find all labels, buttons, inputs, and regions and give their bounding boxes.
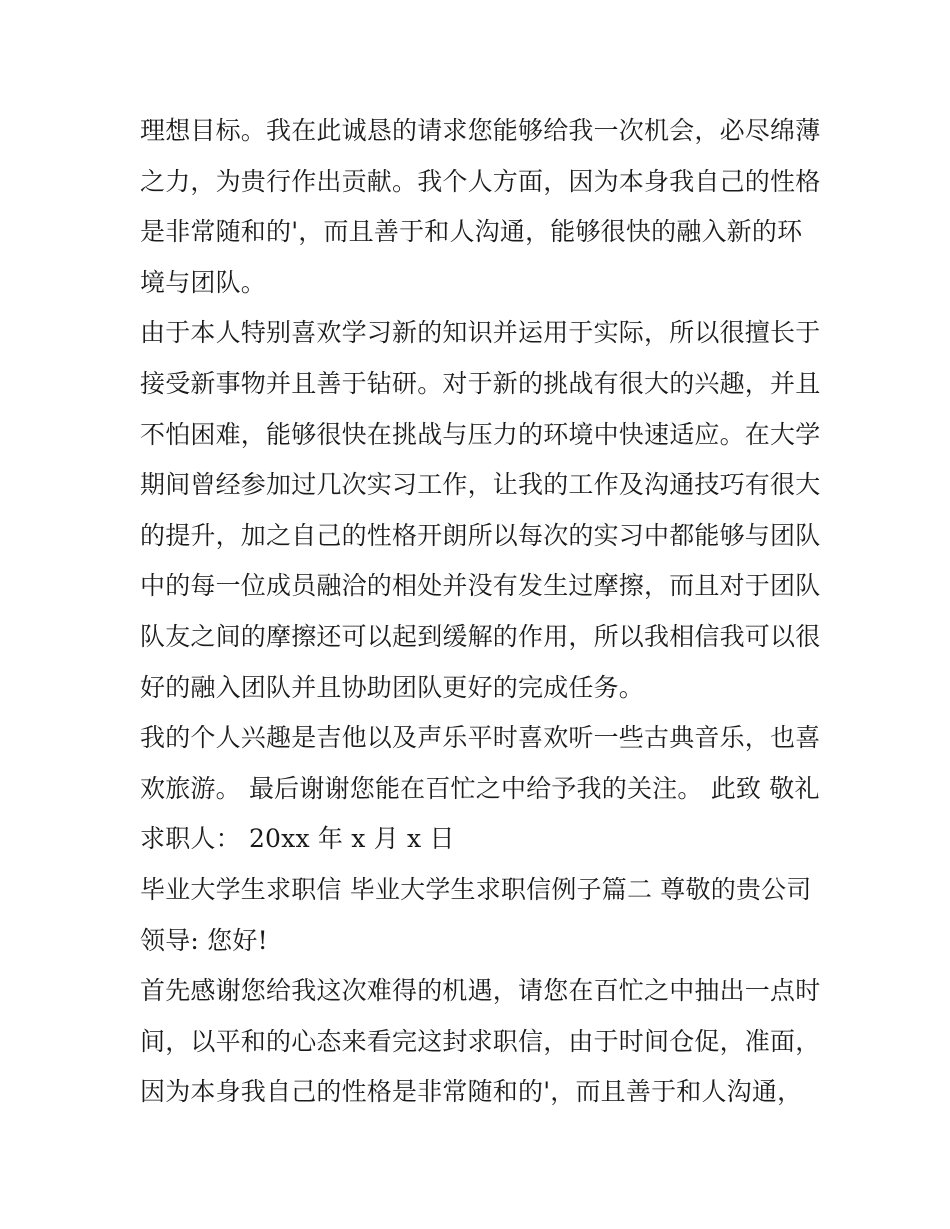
text-line: 之力，为贵行作出贡献。我个人方面，因为本身我自己的性格 [140, 166, 821, 196]
text-line: 队友之间的摩擦还可以起到缓解的作用，所以我相信我可以很 [140, 621, 821, 651]
text-line: 首先感谢您给我这次难得的机遇，请您在百忙之中抽出一点时 [140, 976, 821, 1006]
signature-date-line: 求职人： 20xx 年 x 月 x 日 [140, 824, 455, 854]
text-line: 间，以平和的心态来看完这封求职信，由于时间仓促，准面， [140, 1026, 821, 1056]
text-line: 的提升，加之自己的性格开朗所以每次的实习中都能够与团队 [140, 520, 821, 550]
text-line: 好的融入团队并且协助团队更好的完成任务。 [140, 672, 645, 702]
text-line: 不怕困难，能够很快在挑战与压力的环境中快速适应。在大学 [140, 419, 821, 449]
paragraph-1 [140, 106, 820, 308]
paragraph-5 [140, 966, 820, 1118]
text-line: 境与团队。 [140, 267, 267, 297]
paragraph-3 [140, 713, 820, 865]
section-heading-line: 毕业大学生求职信 毕业大学生求职信例子篇二 尊敬的贵公司 [140, 874, 812, 904]
text-line: 欢旅游。 最后谢谢您能在百忙之中给予我的关注。 此致 敬礼 [140, 773, 820, 803]
paragraph-4-heading [140, 865, 820, 966]
text-line: 中的每一位成员融洽的相处并没有发生过摩擦，而且对于团队 [140, 571, 821, 601]
document-body [140, 106, 820, 1118]
text-line: 理想目标。我在此诚恳的请求您能够给我一次机会，必尽绵薄 [140, 116, 821, 145]
text-line: 期间曾经参加过几次实习工作，让我的工作及沟通技巧有很大 [140, 470, 821, 500]
text-line: 接受新事物并且善于钻研。对于新的挑战有很大的兴趣，并且 [140, 368, 821, 398]
text-line: 因为本身我自己的性格是非常随和的'，而且善于和人沟通， [140, 1077, 803, 1107]
paragraph-2 [140, 308, 820, 713]
text-line: 由于本人特别喜欢学习新的知识并运用于实际，所以很擅长于 [140, 318, 821, 348]
salutation-line: 领导: 您好! [140, 925, 268, 955]
text-line: 是非常随和的'，而且善于和人沟通，能够很快的融入新的环 [140, 217, 803, 247]
text-line: 我的个人兴趣是吉他以及声乐平时喜欢听一些古典音乐，也喜 [140, 723, 821, 753]
